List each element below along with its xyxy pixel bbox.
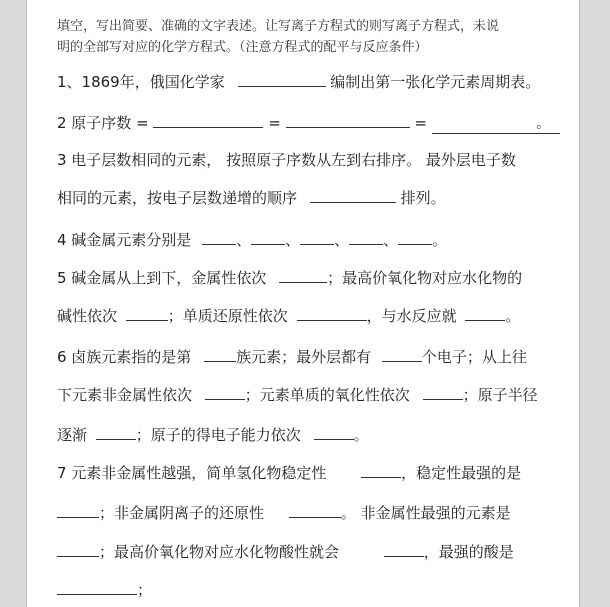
q4-sep-4: 、 [383, 231, 399, 249]
instructions-line-2: 明的全部写对应的化学方程式。（注意方程式的配平与反应条件） [57, 40, 428, 55]
q5-blank-3 [297, 306, 367, 321]
q7-blank-2 [57, 503, 99, 518]
q5-text-a: 5 碱金属从上到下，金属性依次 [57, 269, 267, 287]
q7-blank-5 [384, 542, 424, 557]
question-7-line-3 [57, 542, 514, 561]
q7-blank-6 [57, 580, 137, 595]
q1-blank [238, 72, 326, 87]
q4-blank-1 [202, 230, 236, 245]
q6-text-g: 逐渐 [57, 426, 88, 444]
page-margin-right [579, 0, 610, 607]
q1-text-after: 编制出第一张化学元素周期表。 [330, 73, 541, 91]
question-6-line-3 [57, 425, 369, 444]
q4-blank-4 [349, 230, 383, 245]
q6-text-h: ；原子的得电子能力依次 [135, 426, 301, 444]
q3-text: 相同的元素，按电子层数递增的顺序 [57, 189, 298, 207]
q7-text-e: ；最高价氧化物对应水化物酸性就会 [99, 543, 340, 561]
q4-end: 。 [432, 231, 448, 249]
q5-blank-2 [126, 306, 168, 321]
q2-blank-3 [432, 114, 560, 134]
q6-blank-5 [96, 425, 136, 440]
q4-sep-2: 、 [285, 231, 301, 249]
q2-eq-2: = [414, 114, 427, 132]
q4-blank-5 [398, 230, 432, 245]
q6-text-b: 族元素；最外层都有 [236, 348, 372, 366]
question-1 [57, 72, 540, 91]
q5-text-e: ，与水反应就 [366, 307, 457, 325]
q6-blank-1 [204, 347, 236, 362]
instructions-line-1: 填空，写出简要、准确的文字表述。让写离子方程式的则写离子方程式，未说 [57, 19, 500, 34]
q2-blank-1 [153, 113, 263, 128]
q7-text-a: 7 元素非金属性越强，简单氢化物稳定性 [57, 464, 327, 482]
q6-blank-3 [205, 385, 245, 400]
q3-text-after: 排列。 [400, 189, 446, 207]
question-4 [57, 230, 447, 249]
q5-blank-1 [279, 268, 327, 283]
q6-blank-2 [382, 347, 422, 362]
q7-blank-3 [289, 503, 341, 518]
question-3-line-1: 3 电子层数相同的元素， 按照原子序数从左到右排序。 最外层电子数 [57, 151, 516, 169]
q7-text-f: ，最强的酸是 [423, 543, 514, 561]
question-5-line-2 [57, 306, 520, 325]
q5-text-d: ；单质还原性依次 [167, 307, 288, 325]
q3-blank [310, 188, 396, 203]
q6-blank-4 [423, 385, 463, 400]
q5-end: 。 [505, 307, 521, 325]
document-page [27, 0, 579, 607]
q7-blank-4 [57, 542, 99, 557]
q4-text: 4 碱金属元素分别是 [57, 231, 192, 249]
q2-end: 。 [536, 116, 551, 132]
q6-text-d: 下元素非金属性依次 [57, 386, 193, 404]
q4-sep-1: 、 [236, 231, 252, 249]
q6-text-a: 6 卤族元素指的是第 [57, 348, 192, 366]
q4-blank-3 [300, 230, 334, 245]
q7-text-c: ；非金属阴离子的还原性 [99, 504, 265, 522]
q6-text-e: ；元素单质的氧化性依次 [244, 386, 410, 404]
q6-text-f: ；原子半径 [462, 386, 538, 404]
question-7-line-4 [57, 580, 152, 599]
q6-end: 。 [353, 426, 369, 444]
q6-text-c: 个电子；从上往 [421, 348, 527, 366]
q2-eq-1: = [268, 114, 281, 132]
question-3-line-2 [57, 188, 446, 207]
q4-blank-2 [251, 230, 285, 245]
question-2 [57, 113, 560, 134]
q2-text: 2 原子序数 = [57, 114, 149, 132]
question-7-line-2 [57, 503, 511, 522]
question-6-line-2 [57, 385, 538, 404]
question-6-line-1 [57, 347, 527, 366]
q5-blank-4 [465, 306, 505, 321]
q7-text-d: 。 非金属性最强的元素是 [340, 504, 511, 522]
q4-sep-3: 、 [334, 231, 350, 249]
q1-text: 1、1869年，俄国化学家 [57, 73, 225, 91]
q5-text-c: 碱性依次 [57, 307, 118, 325]
q6-blank-6 [314, 425, 354, 440]
q7-end: ； [137, 581, 153, 599]
page-margin-left [0, 0, 27, 607]
q7-text-b: ，稳定性最强的是 [401, 464, 522, 482]
q2-blank-2 [286, 113, 410, 128]
question-5-line-1 [57, 268, 522, 287]
question-7-line-1 [57, 463, 521, 482]
q7-blank-1 [361, 463, 401, 478]
q5-text-b: ；最高价氧化物对应水化物的 [327, 269, 523, 287]
